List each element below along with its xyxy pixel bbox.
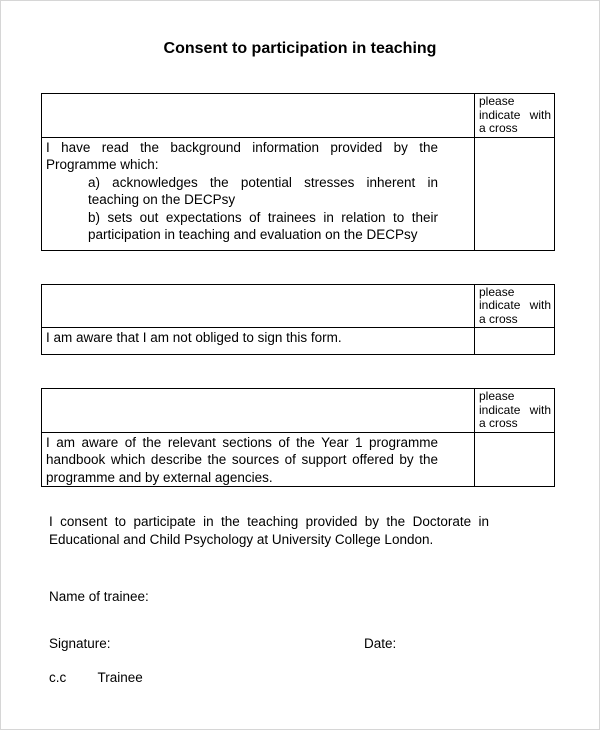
page-title: Consent to participation in teaching — [163, 40, 437, 57]
table-header-row — [42, 94, 555, 138]
statement-cell: I am aware that I am not obliged to sign this form. — [42, 328, 475, 355]
cross-instruction-header: please indicate with a cross — [475, 284, 555, 328]
consent-statement: I consent to participate in the teaching provided by the Doctorate in Educational and Child Psychology at University College London. — [49, 514, 489, 547]
name-of-trainee-row — [49, 588, 599, 605]
cc-label: c.c — [49, 670, 67, 685]
consent-table-not-obliged — [41, 284, 555, 356]
table-header-row — [42, 389, 555, 433]
statement-item-a: a) acknowledges the potential stresses inherent in teaching on the DECPsy — [88, 174, 438, 207]
cross-mark-cell[interactable] — [475, 432, 555, 487]
consent-table-handbook — [41, 388, 555, 487]
statement-cell: I am aware of the relevant sections of the Year 1 programme handbook which describe the sources of support offered by the programme and by external agencies. — [42, 432, 475, 487]
table-row — [42, 432, 555, 487]
table-header-row — [42, 284, 555, 328]
statement-header-cell — [42, 284, 475, 328]
cross-instruction-header: please indicate with a cross — [475, 389, 555, 433]
statement-cell — [42, 137, 475, 250]
signature-label: Signature: — [49, 636, 111, 651]
statement-item-b: b) sets out expectations of trainees in relation to their participation in teaching and evaluation on the DECPsy — [88, 209, 438, 242]
cross-mark-cell[interactable] — [475, 328, 555, 355]
table-row — [42, 328, 555, 355]
table-row — [42, 137, 555, 250]
cross-instruction-header: please indicate with a cross — [475, 94, 555, 138]
date-label: Date: — [364, 636, 397, 651]
name-of-trainee-label: Name of trainee: — [49, 589, 149, 604]
cc-row — [49, 669, 599, 686]
statement-header-cell — [42, 94, 475, 138]
statement-intro: I have read the background information provided by the Programme which: — [46, 139, 438, 172]
signature-date-row — [49, 635, 599, 652]
statement-header-cell — [42, 389, 475, 433]
cross-mark-cell[interactable] — [475, 137, 555, 250]
consent-table-background-info — [41, 93, 555, 251]
cc-value: Trainee — [97, 670, 143, 685]
